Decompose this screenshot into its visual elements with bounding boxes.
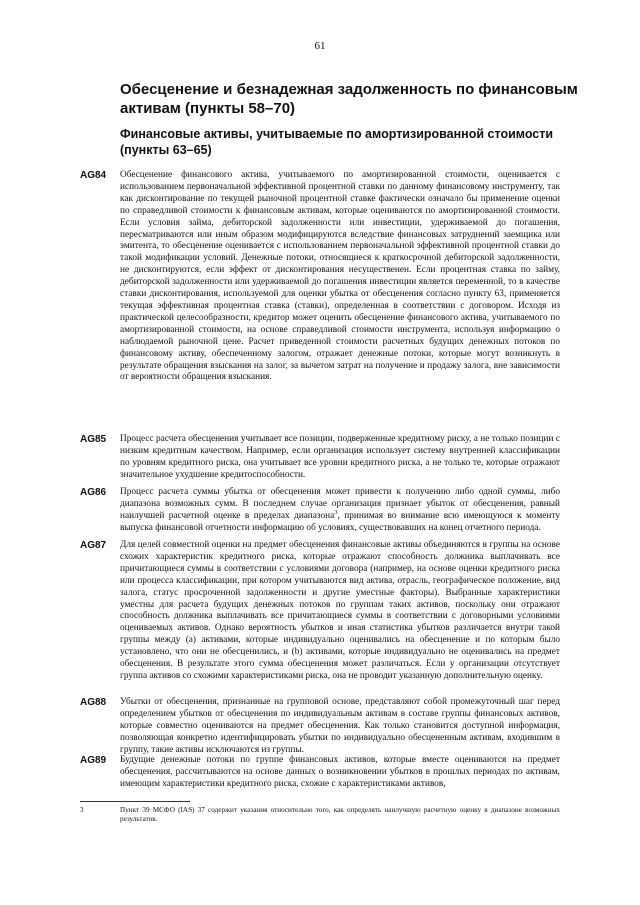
paragraph-text-part: Процесс расчета суммы убытка от обесценения может привести к получению либо одной суммы, либо диапазона возможных сумм. В последнем случае организация признает убыток от обесценения, равный наилучшей расчетной оценке в пределах диапазона bbox=[120, 487, 560, 521]
footnote-text: Пункт 39 МСФО (IAS) 37 содержит указания относительно того, как определять наилучшую расчетную оценку в диапазоне возможных результатов. bbox=[120, 806, 560, 823]
paragraph-text: Обесценение финансового актива, учитываемого по амортизированной стоимости, оценивается с использованием первоначальной эффективной процентной ставки по данному финансовому инструменту, так как дисконтирование по текущей рыночной процентной ставке фактически означало бы применение оценки по справедливой стоимости к финансовым активам, которые оцениваются по амортизированной стоимости. Если условия займа, дебиторской задолженности или инвестиции, удерживаемой до погашения, пересматриваются или иным образом модифицируются вследствие финансовых затруднений заемщика или эмитента, то обесценение оценивается с использованием первоначальной эффективной процентной ставки до такой модификации условий. Денежные потоки, относящиеся к краткосрочной дебиторской задолженности, не дисконтируются, если эффект от дисконтирования несущественен. Если процентная ставка по займу, дебиторской задолженности или удерживаемой до погашения инвестиции является переменной, то в качестве ставки дисконтирования, используемой для оценки убытка от обесценения согласно пункту 63, применяется текущая эффективная процентная ставка (ставки), определенная в соответствии с договором. Исходя из практической целесообразности, кредитор может оценить обесценение финансового актива, учитываемого по амортизированной стоимости, на основе справедливой стоимости инструмента, используя информацию о наблюдаемой рыночной цене. Расчет приведенной стоимости расчетных будущих денежных потоков по финансовому активу, обеспеченному залогом, отражает денежные потоки, которые могут возникнуть в результате обращения взыскания на залог, за вычетом затрат на получение и продажу залога, вне зависимости от вероятности обращения взыскания. bbox=[120, 170, 560, 383]
paragraph-text: Процесс расчета обесценения учитывает все позиции, подверженные кредитному риску, а не только позиции с низким кредитным качеством. Например, если организация использует систему внутренней классификации по уровням кредитного риска, она учитывает все уровни кредитного риска, а не только те, которые отражают значительное ухудшение кредитоспособности. bbox=[120, 434, 560, 480]
subsection-heading: Финансовые активы, учитываемые по амортизированной стоимости (пункты 63–65) bbox=[120, 127, 554, 157]
paragraph-number: AG86 bbox=[80, 487, 107, 498]
paragraph-number: AG89 bbox=[80, 755, 107, 766]
paragraph-text-part: , принимая во внимание всю имеющуюся к моменту выпуска финансовой отчетности информацию об условиях, существовавших на конец отчетного периода. bbox=[120, 510, 560, 533]
paragraph-number: AG87 bbox=[80, 540, 107, 551]
paragraph-number: AG84 bbox=[80, 170, 107, 181]
footnote-divider bbox=[80, 801, 190, 802]
paragraph-text: Будущие денежные потоки по группе финансовых активов, которые вместе оцениваются на предмет обесценения, рассчитываются на основе данных о возникновении убытков в прошлых периодах по активам, имеющим характеристики кредитного риска, схожие с характеристиками активов, bbox=[120, 755, 560, 789]
footnote-reference: 3 bbox=[334, 508, 338, 516]
paragraph-number: AG88 bbox=[80, 697, 107, 708]
paragraph-text: Для целей совместной оценки на предмет обесценения финансовые активы объединяются в группы на основе схожих характеристик кредитного риска, которые отражают способность должника выплачивать все причитающиеся суммы в соответствии с условиями договора (например, на основе оценки кредитного риска или процесса классификации, при котором учитываются вид актива, отрасль, географическое положение, вид залога, статус просроченной задолженности и другие уместные факторы). Выбранные характеристики уместны для расчета будущих денежных потоков по группам таких активов, поскольку они отражают способность должника выплачивать все причитающиеся суммы в соответствии с договорными условиями оцениваемых активов. Однако вероятность убытков и иная статистика убытков различается внутри такой группы между (а) активами, которые индивидуально оценивались на обесценение и по которым было установлено, что они не обесценились, и (b) активами, которые индивидуально не оценивались на предмет обесценения. В результате этого сумма обесценения может различаться. Если у организации отсутствует группа активов со схожими характеристиками риска, она не проводит указанную дополнительную оценку. bbox=[120, 540, 560, 681]
paragraph-number: AG85 bbox=[80, 434, 107, 445]
footnote-mark: 3 bbox=[80, 806, 84, 814]
paragraph-text bbox=[120, 487, 560, 535]
paragraph-text: Убытки от обесценения, признанные на групповой основе, представляют собой промежуточный шаг перед определением убытков от обесценения по индивидуальным активам в составе группы финансовых активов, которые совместно оцениваются на предмет обесценения. Как только становится доступной информация, позволяющая конкретно идентифицировать убытки по индивидуально обесцененным активам, входившим в группу, такие активы исключаются из группы. bbox=[120, 697, 560, 755]
section-heading: Обесценение и безнадежная задолженность по финансовым активам (пункты 58–70) bbox=[120, 81, 578, 117]
page-number: 61 bbox=[314, 40, 326, 52]
